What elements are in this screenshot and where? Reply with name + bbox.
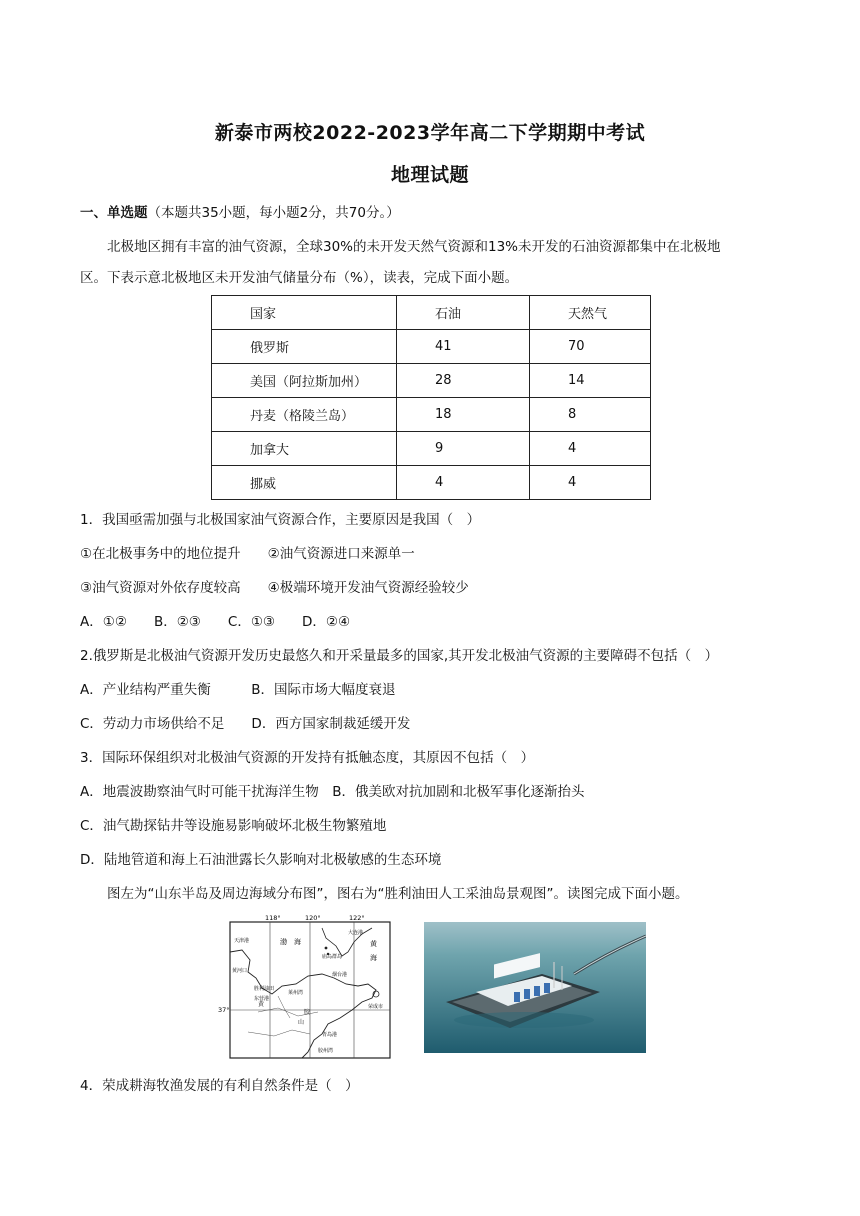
map-label: 胶州湾	[318, 1048, 334, 1054]
table-header: 天然气	[530, 296, 651, 330]
oil-island-photo	[424, 922, 646, 1053]
intro1-line2: 区。下表示意北极地区未开发油气储量分布（%），读表，完成下面小题。	[80, 270, 519, 286]
q3-choice-c: C．油气勘探钻井等设施易影响破坏北极生物繁殖地	[80, 818, 387, 834]
map-lon-1: 118°	[265, 914, 281, 922]
table-cell: 加拿大	[212, 432, 397, 466]
map-lon-3: 122°	[349, 914, 365, 922]
section-heading-line	[80, 203, 400, 223]
map-label: 烟台港	[332, 972, 348, 978]
map-label: 荣成市	[368, 1004, 384, 1010]
table-row	[212, 398, 651, 432]
map-label: 青岛港	[322, 1032, 338, 1038]
table-cell: 18	[397, 398, 530, 432]
map-label: 莱州湾	[288, 990, 304, 996]
table-header: 国家	[212, 296, 397, 330]
table-cell: 4	[530, 432, 651, 466]
section-heading: 一、单选题	[80, 205, 148, 221]
q2-stem: 2.俄罗斯是北极油气资源开发历史最悠久和开采量最多的国家,其开发北极油气资源的主要障碍不包括（ ）	[80, 648, 719, 664]
table-header-row	[212, 296, 651, 330]
table-row	[212, 364, 651, 398]
table-cell: 美国（阿拉斯加州）	[212, 364, 397, 398]
table-cell: 丹麦（格陵兰岛）	[212, 398, 397, 432]
exam-subtitle: 地理试题	[390, 164, 469, 186]
q1-choices: A．①② B．②③ C．①③ D．②④	[80, 614, 351, 630]
map-label: 胜利油田	[254, 986, 275, 992]
map-label: 山	[298, 1019, 305, 1026]
q4-stem: 4．荣成耕海牧渔发展的有利自然条件是（ ）	[80, 1078, 359, 1094]
map-label: 天津港	[234, 938, 250, 944]
map-label: 东营港	[254, 996, 270, 1002]
table-cell: 28	[397, 364, 530, 398]
table-cell: 14	[530, 364, 651, 398]
table-cell: 70	[530, 330, 651, 364]
exam-title: 新泰市两校2022-2023学年高二下学期期中考试	[214, 122, 646, 144]
table-cell: 9	[397, 432, 530, 466]
q3-stem: 3．国际环保组织对北极油气资源的开发持有抵触态度，其原因不包括（ ）	[80, 750, 535, 766]
map-label: 庙岛群岛	[322, 954, 343, 960]
q1-options-2: ③油气资源对外依存度较高 ④极端环境开发油气资源经验较少	[80, 580, 469, 596]
table-header: 石油	[397, 296, 530, 330]
q3-choices-ab: A．地震波勘察油气时可能干扰海洋生物 B．俄美欧对抗加剧和北极军事化逐渐抬头	[80, 784, 585, 800]
map-lon-2: 120°	[305, 914, 321, 922]
table-cell: 4	[397, 466, 530, 500]
intro2: 图左为“山东半岛及周边海域分布图”，图右为“胜利油田人工采油岛景观图”。读图完成下面小题。	[107, 886, 689, 902]
table-row	[212, 466, 651, 500]
intro1-line1: 北极地区拥有丰富的油气资源，全球30%的未开发天然气资源和13%未开发的石油资源都集中在北极地	[107, 239, 721, 255]
map-sea-huang: 黄	[370, 940, 377, 948]
map-label: 胶	[304, 1009, 311, 1016]
table-cell: 俄罗斯	[212, 330, 397, 364]
table-row	[212, 432, 651, 466]
table-cell: 挪威	[212, 466, 397, 500]
shandong-map	[218, 912, 394, 1062]
table-row	[212, 330, 651, 364]
oil-gas-table	[211, 295, 651, 500]
table-cell: 41	[397, 330, 530, 364]
map-lat: 37°	[218, 1006, 230, 1014]
q1-options-1: ①在北极事务中的地位提升 ②油气资源进口来源单一	[80, 546, 415, 562]
section-note: （本题共35小题，每小题2分，共70分。）	[147, 205, 400, 221]
map-sea-hai: 海	[370, 954, 377, 962]
q1-stem: 1．我国亟需加强与北极国家油气资源合作，主要原因是我国（ ）	[80, 512, 481, 528]
map-label: 大连港	[348, 930, 364, 936]
table-cell: 4	[530, 466, 651, 500]
map-sea-bohai: 渤 海	[280, 938, 301, 946]
q2-choices-ab: A．产业结构严重失衡 B．国际市场大幅度衰退	[80, 682, 396, 698]
q2-choices-cd: C．劳动力市场供给不足 D．西方国家制裁延缓开发	[80, 716, 411, 732]
table-cell: 8	[530, 398, 651, 432]
map-label: 黄	[258, 1001, 265, 1008]
q3-choice-d: D．陆地管道和海上石油泄露长久影响对北极敏感的生态环境	[80, 852, 442, 868]
map-label: 黄河口	[232, 968, 248, 974]
